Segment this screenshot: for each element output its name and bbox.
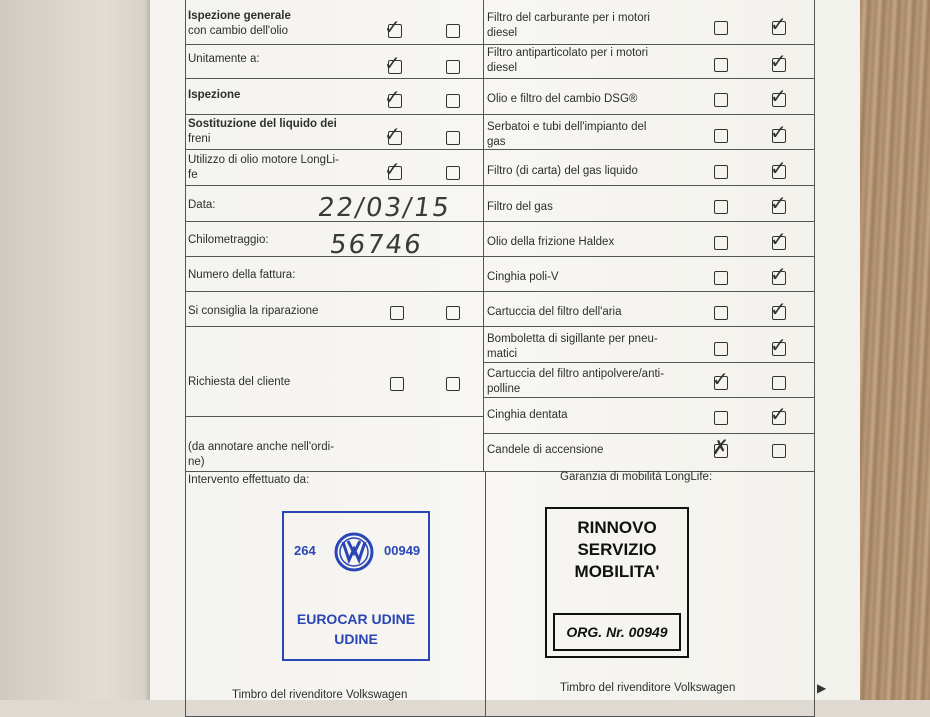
column-divider-bottom: [485, 471, 486, 716]
label-fattura: Numero della fattura:: [188, 269, 296, 281]
label-annotare: (da annotare anche nell'ordi- ne): [188, 441, 335, 468]
label-olio-longlife: Utilizzo di olio motore LongLi- fe: [188, 154, 339, 181]
page-turn-arrow-icon: ▶: [817, 681, 827, 695]
check-mark-icon: ✓: [770, 402, 787, 426]
row-line: [186, 416, 483, 417]
checkbox[interactable]: [714, 58, 728, 72]
label-cinghia-poliv: Cinghia poli-V: [487, 271, 559, 283]
mobility-line3: MOBILITA': [574, 562, 660, 581]
checkbox[interactable]: [772, 376, 786, 390]
label-filtro-gas: Filtro del gas: [487, 201, 553, 213]
mobility-line1: RINNOVO: [577, 518, 657, 537]
row-line: [483, 256, 814, 257]
label-timbro-left: Timbro del rivenditore Volkswagen: [232, 689, 408, 701]
wood-table-background: [858, 0, 930, 700]
label-sigillante: Bomboletta di sigillante per pneu- matici: [487, 333, 658, 360]
check-mark-icon: ✓: [384, 15, 401, 39]
check-mark-icon: ✓: [770, 84, 787, 108]
left-page-edge: [0, 0, 150, 700]
checkbox[interactable]: [772, 444, 786, 458]
label-garanzia: Garanzia di mobilità LongLife:: [560, 471, 713, 483]
mobility-org-number: ORG. Nr. 00949: [553, 613, 681, 651]
check-mark-icon: ✓: [770, 12, 787, 36]
checkbox[interactable]: [714, 129, 728, 143]
label-olio-dsg: Olio e filtro del cambio DSG®: [487, 93, 638, 105]
label-cinghia-dentata: Cinghia dentata: [487, 409, 568, 421]
vw-logo-icon: [334, 532, 374, 572]
check-mark-icon: ✓: [384, 122, 401, 146]
row-line: [483, 433, 814, 434]
dealer-code-right: 00949: [384, 543, 421, 558]
check-mark-icon: ✓: [770, 49, 787, 73]
row-line: [186, 149, 483, 150]
checkbox[interactable]: [714, 93, 728, 107]
checkbox[interactable]: [714, 165, 728, 179]
check-mark-icon: ✓: [770, 120, 787, 144]
label-intervento: Intervento effettuato da:: [188, 474, 310, 486]
dealer-city: UDINE: [334, 631, 378, 647]
check-mark-icon: ✓: [384, 51, 401, 75]
mobility-line2: SERVIZIO: [577, 540, 657, 559]
row-line: [483, 114, 814, 115]
dealer-stamp: [282, 511, 430, 661]
checkbox[interactable]: [446, 377, 460, 391]
check-mark-icon: ✓: [770, 333, 787, 357]
row-line: [186, 291, 483, 292]
mobility-stamp: [545, 507, 689, 658]
row-line: [186, 114, 483, 115]
row-line: [483, 397, 814, 398]
label-liquido-freni: Sostituzione del liquido dei freni: [188, 118, 337, 145]
label-unitamente: Unitamente a:: [188, 53, 260, 65]
row-line: [186, 185, 483, 186]
checkbox[interactable]: [446, 306, 460, 320]
checkbox[interactable]: [714, 236, 728, 250]
row-line: [483, 291, 814, 292]
check-mark-icon: ✓: [712, 367, 729, 391]
checkbox[interactable]: [714, 21, 728, 35]
label-filtro-antiparticolato: Filtro antiparticolato per i motori diesel: [487, 47, 649, 74]
check-mark-icon: ✓: [384, 85, 401, 109]
label-ispezione: Ispezione: [188, 89, 241, 101]
label-filtro-carburante: Filtro del carburante per i motori diesel: [487, 12, 650, 39]
row-line: [186, 78, 483, 79]
checkbox[interactable]: [714, 411, 728, 425]
row-line: [483, 78, 814, 79]
check-mark-icon: ✓: [770, 297, 787, 321]
checkbox[interactable]: [446, 24, 460, 38]
row-line: [483, 185, 814, 186]
check-mark-icon: ✓: [384, 157, 401, 181]
row-line: [483, 326, 814, 327]
label-filtro-aria: Cartuccia del filtro dell'aria: [487, 306, 622, 318]
check-mark-icon: ✓: [770, 227, 787, 251]
dealer-name: EUROCAR UDINE: [296, 611, 416, 627]
row-line: [483, 44, 814, 45]
handwritten-mileage: 56746: [327, 230, 425, 260]
checkbox[interactable]: [390, 377, 404, 391]
label-filtro-gas-liquido: Filtro (di carta) del gas liquido: [487, 165, 638, 177]
check-mark-icon: ✓: [770, 191, 787, 215]
checkbox[interactable]: [714, 306, 728, 320]
check-mark-icon: ✓: [770, 156, 787, 180]
label-candele: Candele di accensione: [487, 444, 604, 456]
checkbox[interactable]: [390, 306, 404, 320]
service-booklet-page: [150, 0, 860, 700]
label-filtro-antipolvere: Cartuccia del filtro antipolvere/anti- polline: [487, 368, 665, 395]
row-line-full: [186, 471, 814, 472]
handwritten-date: 22/03/15: [315, 193, 453, 223]
check-mark-icon: ✓: [770, 262, 787, 286]
checkbox[interactable]: [446, 94, 460, 108]
row-line: [483, 221, 814, 222]
label-riparazione: Si consiglia la riparazione: [188, 305, 319, 317]
label-haldex: Olio della frizione Haldex: [487, 236, 615, 248]
column-divider-left: [483, 0, 484, 471]
checkbox[interactable]: [446, 166, 460, 180]
row-line: [186, 326, 483, 327]
label-serbatoi-gas: Serbatoi e tubi dell'impianto del gas: [487, 121, 647, 148]
label-data: Data:: [188, 199, 216, 211]
label-ispezione-generale: Ispezione generale con cambio dell'olio: [188, 10, 291, 37]
checkbox[interactable]: [446, 60, 460, 74]
label-chilometraggio: Chilometraggio:: [188, 234, 269, 246]
checkbox[interactable]: [714, 342, 728, 356]
checkbox[interactable]: [714, 200, 728, 214]
dealer-code-left: 264: [294, 543, 316, 558]
label-timbro-right: Timbro del rivenditore Volkswagen: [560, 682, 736, 694]
row-line: [483, 362, 814, 363]
row-line: [186, 44, 483, 45]
checkbox[interactable]: [714, 271, 728, 285]
checkbox[interactable]: [446, 131, 460, 145]
label-cliente: Richiesta del cliente: [188, 376, 291, 388]
cross-mark-icon: ✗: [712, 435, 729, 459]
